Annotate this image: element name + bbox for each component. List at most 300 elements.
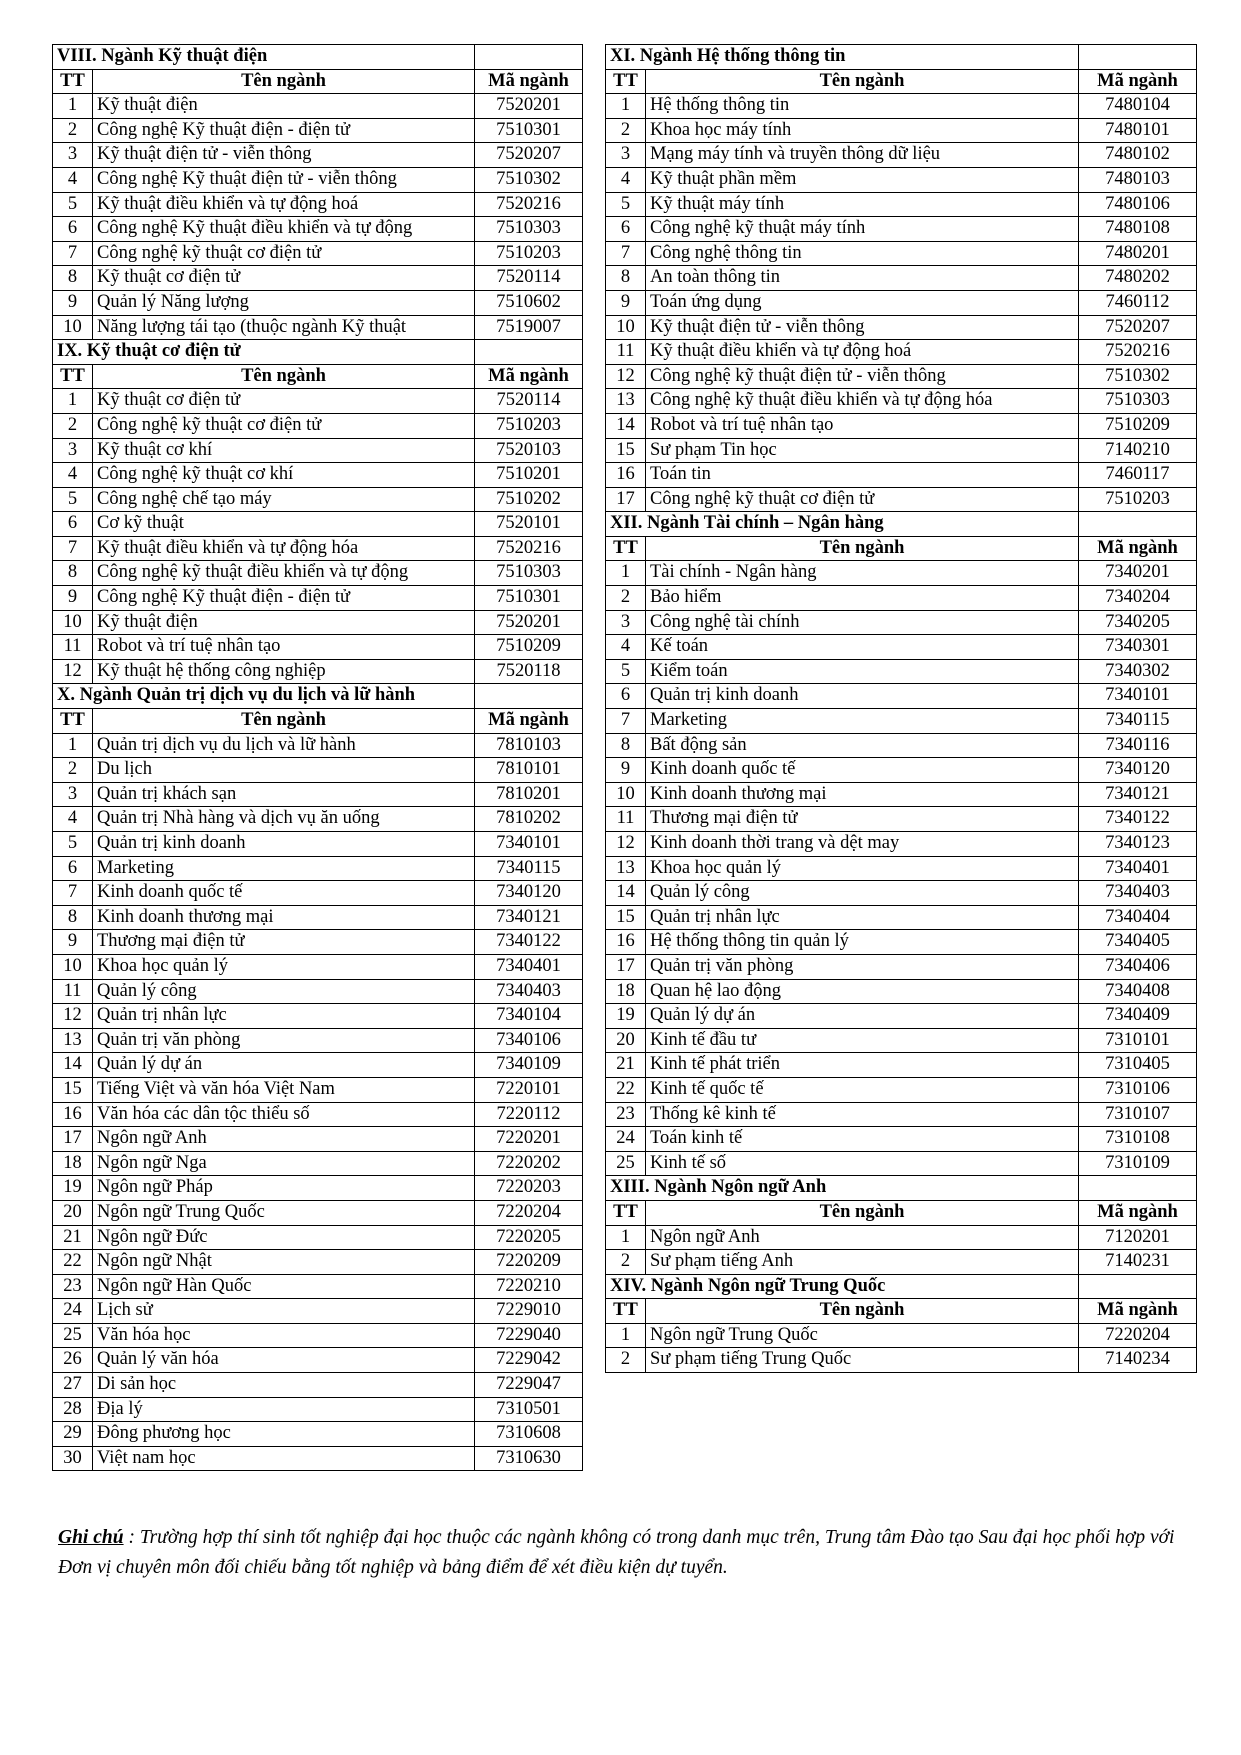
table-row [606,1028,1197,1053]
major-name: Kinh doanh thời trang và dệt may [646,832,1079,857]
major-name: Quản trị khách sạn [93,782,475,807]
section-title: VIII. Ngành Kỹ thuật điện [53,45,475,70]
major-name: Công nghệ kỹ thuật cơ điện tử [93,413,475,438]
major-name: Khoa học quản lý [93,954,475,979]
major-name: Sư phạm tiếng Trung Quốc [646,1348,1079,1373]
table-row [606,1225,1197,1250]
row-number: 18 [606,979,646,1004]
major-code: 7310101 [1079,1028,1197,1053]
row-number: 6 [53,512,93,537]
table-row [53,832,583,857]
table-row [53,1127,583,1152]
table-row [53,856,583,881]
table-row [606,1250,1197,1275]
major-code: 7510602 [475,290,583,315]
row-number: 5 [53,832,93,857]
row-number: 4 [53,463,93,488]
table-row [53,1422,583,1447]
table-row [53,610,583,635]
row-number: 17 [606,487,646,512]
major-code: 7220201 [475,1127,583,1152]
major-code: 7140234 [1079,1348,1197,1373]
major-code: 7310108 [1079,1127,1197,1152]
row-number: 2 [606,586,646,611]
major-name: Quản trị kinh doanh [93,832,475,857]
major-name: Tiếng Việt và văn hóa Việt Nam [93,1077,475,1102]
table-row [53,1225,583,1250]
major-name: Quản lý công [93,979,475,1004]
majors-table-right [605,44,1197,1373]
major-name: Công nghệ thông tin [646,241,1079,266]
major-name: Mạng máy tính và truyền thông dữ liệu [646,143,1079,168]
major-name: Kỹ thuật điều khiển và tự động hoá [93,192,475,217]
row-number: 3 [606,143,646,168]
major-code: 7340101 [475,832,583,857]
table-row [53,561,583,586]
section-title-row [53,684,583,709]
major-name: Toán ứng dụng [646,290,1079,315]
major-code: 7220204 [475,1200,583,1225]
table-row [53,1028,583,1053]
empty-cell [1079,45,1197,70]
major-name: Công nghệ kỹ thuật điện tử - viễn thông [646,364,1079,389]
row-number: 2 [53,118,93,143]
major-code: 7340109 [475,1053,583,1078]
major-name: Kinh doanh quốc tế [646,758,1079,783]
major-name: Quản lý dự án [646,1004,1079,1029]
row-number: 1 [606,1323,646,1348]
major-name: An toàn thông tin [646,266,1079,291]
table-row [606,758,1197,783]
major-name: Bất động sản [646,733,1079,758]
major-name: Toán kinh tế [646,1127,1079,1152]
major-code: 7520114 [475,266,583,291]
major-code: 7480103 [1079,167,1197,192]
table-row [53,1323,583,1348]
major-name: Quản lý dự án [93,1053,475,1078]
major-name: Kỹ thuật phần mềm [646,167,1079,192]
empty-cell [475,684,583,709]
major-name: Văn hóa học [93,1323,475,1348]
row-number: 10 [53,610,93,635]
table-row [53,635,583,660]
row-number: 1 [606,561,646,586]
header-name: Tên ngành [646,536,1079,561]
major-code: 7520101 [475,512,583,537]
row-number: 4 [53,167,93,192]
column-header-row [606,536,1197,561]
major-code: 7510302 [1079,364,1197,389]
major-code: 7220203 [475,1176,583,1201]
header-name: Tên ngành [93,709,475,734]
table-row [606,413,1197,438]
footnote-text: : Trường hợp thí sinh tốt nghiệp đại học thuộc các ngành không có trong danh mục trên, Trung tâm Đào tạo Sau đại học phối hợp với Đơn vị chuyên môn đối chiếu bằng tốt nghiệp và bảng điểm để xét điều kiện dự tuyển. [58,1527,1175,1578]
row-number: 8 [53,905,93,930]
table-row [606,561,1197,586]
major-name: Đông phương học [93,1422,475,1447]
row-number: 10 [53,954,93,979]
major-code: 7810202 [475,807,583,832]
major-code: 7220205 [475,1225,583,1250]
major-name: Kinh doanh thương mại [93,905,475,930]
row-number: 15 [606,438,646,463]
row-number: 12 [53,1004,93,1029]
section-title: IX. Kỹ thuật cơ điện tử [53,340,475,365]
major-code: 7340116 [1079,733,1197,758]
major-code: 7310405 [1079,1053,1197,1078]
row-number: 1 [53,389,93,414]
major-code: 7340104 [475,1004,583,1029]
table-row [53,413,583,438]
table-row [606,807,1197,832]
major-code: 7340403 [475,979,583,1004]
table-row [53,241,583,266]
major-code: 7520207 [475,143,583,168]
major-name: Kinh tế phát triển [646,1053,1079,1078]
row-number: 12 [606,832,646,857]
table-row [606,241,1197,266]
row-number: 25 [53,1323,93,1348]
table-row [606,905,1197,930]
major-name: Sư phạm tiếng Anh [646,1250,1079,1275]
row-number: 5 [53,192,93,217]
header-name: Tên ngành [646,69,1079,94]
table-row [606,1077,1197,1102]
major-name: Văn hóa các dân tộc thiểu số [93,1102,475,1127]
major-name: Ngôn ngữ Đức [93,1225,475,1250]
major-code: 7520201 [475,94,583,119]
table-row [606,586,1197,611]
header-code: Mã ngành [1079,536,1197,561]
row-number: 23 [606,1102,646,1127]
major-code: 7480201 [1079,241,1197,266]
table-row [53,1102,583,1127]
row-number: 10 [606,782,646,807]
row-number: 23 [53,1274,93,1299]
major-name: Kỹ thuật hệ thống công nghiệp [93,659,475,684]
major-code: 7510202 [475,487,583,512]
table-row [53,979,583,1004]
row-number: 2 [53,758,93,783]
major-code: 7340406 [1079,954,1197,979]
empty-cell [475,45,583,70]
major-name: Kỹ thuật điện [93,610,475,635]
row-number: 16 [606,463,646,488]
table-row [53,192,583,217]
major-name: Kỹ thuật cơ điện tử [93,389,475,414]
major-code: 7340405 [1079,930,1197,955]
major-name: Quản lý công [646,881,1079,906]
row-number: 4 [53,807,93,832]
major-name: Di sản học [93,1373,475,1398]
major-code: 7510301 [475,118,583,143]
column-header-row [53,69,583,94]
major-code: 7229047 [475,1373,583,1398]
major-code: 7220101 [475,1077,583,1102]
table-row [53,487,583,512]
row-number: 13 [606,856,646,881]
major-code: 7520216 [475,536,583,561]
table-row [606,832,1197,857]
table-row [606,954,1197,979]
row-number: 15 [53,1077,93,1102]
major-code: 7229042 [475,1348,583,1373]
table-row [53,118,583,143]
section-title: XII. Ngành Tài chính – Ngân hàng [606,512,1079,537]
table-row [53,733,583,758]
major-code: 7340404 [1079,905,1197,930]
major-code: 7140231 [1079,1250,1197,1275]
row-number: 19 [53,1176,93,1201]
major-name: Kỹ thuật điện tử - viễn thông [93,143,475,168]
table-row [53,586,583,611]
table-row [53,315,583,340]
row-number: 16 [606,930,646,955]
major-code: 7229040 [475,1323,583,1348]
table-row [53,659,583,684]
major-name: Quản trị kinh doanh [646,684,1079,709]
major-name: Kinh tế đầu tư [646,1028,1079,1053]
row-number: 3 [606,610,646,635]
major-name: Tài chính - Ngân hàng [646,561,1079,586]
row-number: 7 [606,709,646,734]
major-code: 7340301 [1079,635,1197,660]
major-name: Kinh tế quốc tế [646,1077,1079,1102]
table-row [606,1053,1197,1078]
major-code: 7510201 [475,463,583,488]
major-name: Công nghệ Kỹ thuật điện - điện tử [93,118,475,143]
row-number: 6 [53,217,93,242]
major-code: 7520207 [1079,315,1197,340]
section-title-row [606,45,1197,70]
major-code: 7220202 [475,1151,583,1176]
table-row [53,438,583,463]
major-name: Kỹ thuật điện tử - viễn thông [646,315,1079,340]
row-number: 6 [606,684,646,709]
major-name: Kỹ thuật cơ khí [93,438,475,463]
major-name: Thương mại điện tử [646,807,1079,832]
row-number: 21 [606,1053,646,1078]
table-row [606,856,1197,881]
row-number: 27 [53,1373,93,1398]
major-name: Ngôn ngữ Anh [646,1225,1079,1250]
table-row [606,782,1197,807]
table-row [53,1077,583,1102]
major-code: 7340204 [1079,586,1197,611]
major-name: Hệ thống thông tin [646,94,1079,119]
major-code: 7480106 [1079,192,1197,217]
row-number: 9 [606,290,646,315]
major-code: 7510302 [475,167,583,192]
major-name: Ngôn ngữ Nga [93,1151,475,1176]
major-code: 7340121 [475,905,583,930]
row-number: 4 [606,167,646,192]
header-tt: TT [606,1299,646,1324]
row-number: 1 [53,733,93,758]
right-column [605,44,1197,1373]
empty-cell [1079,1274,1197,1299]
major-code: 7340403 [1079,881,1197,906]
header-tt: TT [53,364,93,389]
major-name: Quản trị văn phòng [646,954,1079,979]
row-number: 8 [53,561,93,586]
table-row [606,881,1197,906]
column-header-row [53,709,583,734]
row-number: 22 [53,1250,93,1275]
row-number: 11 [53,979,93,1004]
major-code: 7340123 [1079,832,1197,857]
table-row [53,463,583,488]
table-row [606,266,1197,291]
table-row [606,979,1197,1004]
major-code: 7510209 [475,635,583,660]
major-name: Năng lượng tái tạo (thuộc ngành Kỹ thuật [93,315,475,340]
table-row [53,807,583,832]
empty-cell [475,340,583,365]
major-code: 7520103 [475,438,583,463]
row-number: 1 [53,94,93,119]
major-name: Công nghệ kỹ thuật cơ điện tử [646,487,1079,512]
major-name: Bảo hiểm [646,586,1079,611]
row-number: 10 [606,315,646,340]
table-row [53,881,583,906]
row-number: 5 [606,659,646,684]
table-row [606,364,1197,389]
major-name: Ngôn ngữ Anh [93,1127,475,1152]
major-code: 7220112 [475,1102,583,1127]
major-name: Thương mại điện tử [93,930,475,955]
table-row [53,536,583,561]
table-row [606,118,1197,143]
major-name: Kinh doanh quốc tế [93,881,475,906]
major-name: Ngôn ngữ Nhật [93,1250,475,1275]
major-name: Kỹ thuật máy tính [646,192,1079,217]
major-code: 7520114 [475,389,583,414]
row-number: 4 [606,635,646,660]
column-header-row [606,1299,1197,1324]
major-code: 7340409 [1079,1004,1197,1029]
row-number: 7 [53,881,93,906]
header-name: Tên ngành [93,364,475,389]
table-row [53,954,583,979]
major-name: Quản lý văn hóa [93,1348,475,1373]
table-row [606,1323,1197,1348]
major-code: 7220204 [1079,1323,1197,1348]
table-row [53,1348,583,1373]
empty-cell [1079,512,1197,537]
table-row [53,1176,583,1201]
major-code: 7340115 [475,856,583,881]
major-name: Cơ kỹ thuật [93,512,475,537]
major-name: Thống kê kinh tế [646,1102,1079,1127]
table-row [53,1446,583,1471]
footnote-label: Ghi chú [58,1527,124,1548]
section-title: XIV. Ngành Ngôn ngữ Trung Quốc [606,1274,1079,1299]
table-row [53,389,583,414]
majors-table-left [52,44,583,1471]
table-row [53,905,583,930]
major-code: 7480202 [1079,266,1197,291]
major-name: Kế toán [646,635,1079,660]
major-name: Công nghệ kỹ thuật máy tính [646,217,1079,242]
row-number: 6 [606,217,646,242]
major-name: Công nghệ tài chính [646,610,1079,635]
major-name: Kỹ thuật cơ điện tử [93,266,475,291]
row-number: 3 [53,782,93,807]
row-number: 1 [606,94,646,119]
table-row [606,1127,1197,1152]
header-code: Mã ngành [1079,69,1197,94]
major-code: 7810103 [475,733,583,758]
major-code: 7340201 [1079,561,1197,586]
major-name: Quản lý Năng lượng [93,290,475,315]
row-number: 5 [53,487,93,512]
table-row [606,1151,1197,1176]
major-code: 7510301 [475,586,583,611]
row-number: 19 [606,1004,646,1029]
major-code: 7340122 [475,930,583,955]
major-code: 7120201 [1079,1225,1197,1250]
row-number: 26 [53,1348,93,1373]
major-code: 7810201 [475,782,583,807]
table-row [53,290,583,315]
empty-cell [1079,1176,1197,1201]
row-number: 17 [53,1127,93,1152]
table-row [53,1373,583,1398]
left-column [52,44,583,1471]
major-name: Hệ thống thông tin quản lý [646,930,1079,955]
major-code: 7310630 [475,1446,583,1471]
row-number: 24 [606,1127,646,1152]
row-number: 14 [53,1053,93,1078]
row-number: 3 [53,438,93,463]
major-code: 7510303 [475,217,583,242]
major-code: 7510303 [1079,389,1197,414]
table-row [606,1102,1197,1127]
header-tt: TT [53,709,93,734]
major-code: 7340205 [1079,610,1197,635]
major-code: 7340408 [1079,979,1197,1004]
major-code: 7520216 [1079,340,1197,365]
row-number: 8 [606,266,646,291]
major-name: Ngôn ngữ Pháp [93,1176,475,1201]
major-name: Sư phạm Tin học [646,438,1079,463]
header-tt: TT [606,1200,646,1225]
table-row [53,1274,583,1299]
major-name: Khoa học quản lý [646,856,1079,881]
table-row [53,1250,583,1275]
row-number: 18 [53,1151,93,1176]
major-code: 7340121 [1079,782,1197,807]
row-number: 1 [606,1225,646,1250]
major-code: 7480101 [1079,118,1197,143]
row-number: 9 [606,758,646,783]
major-code: 7510203 [1079,487,1197,512]
table-row [606,438,1197,463]
major-name: Công nghệ kỹ thuật điều khiển và tự động hóa [646,389,1079,414]
major-name: Địa lý [93,1397,475,1422]
header-name: Tên ngành [646,1299,1079,1324]
major-code: 7340115 [1079,709,1197,734]
major-name: Quản trị nhân lực [646,905,1079,930]
major-name: Du lịch [93,758,475,783]
column-header-row [606,1200,1197,1225]
table-row [606,290,1197,315]
row-number: 28 [53,1397,93,1422]
table-row [606,143,1197,168]
major-name: Lịch sử [93,1299,475,1324]
major-name: Ngôn ngữ Hàn Quốc [93,1274,475,1299]
